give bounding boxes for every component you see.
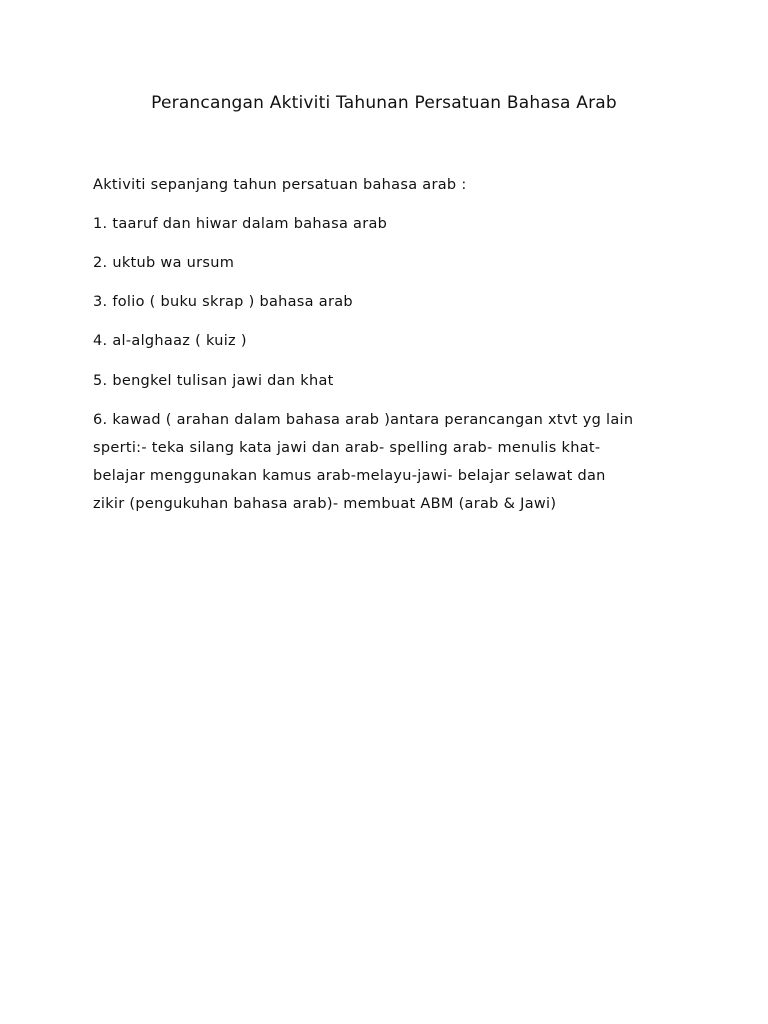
- intro-text: Aktiviti sepanjang tahun persatuan bahasa arab :: [93, 177, 467, 193]
- list-item-2: 2. uktub wa ursum: [93, 255, 235, 271]
- list-item-3: 3. folio ( buku skrap ) bahasa arab: [93, 294, 353, 310]
- list-item-6: [93, 407, 693, 519]
- list-item-6-line-1: 6. kawad ( arahan dalam bahasa arab )antara perancangan xtvt yg lain: [93, 412, 634, 428]
- list-item-4: 4. al-alghaaz ( kuiz ): [93, 333, 247, 349]
- list-item-1: 1. taaruf dan hiwar dalam bahasa arab: [93, 216, 388, 232]
- list-item-6-line-3: belajar menggunakan kamus arab-melayu-jawi- belajar selawat dan: [93, 468, 606, 484]
- document-title: Perancangan Aktiviti Tahunan Persatuan Bahasa Arab: [151, 93, 617, 113]
- list-item-5: 5. bengkel tulisan jawi dan khat: [93, 373, 334, 389]
- list-item-6-line-2: sperti:- teka silang kata jawi dan arab- spelling arab- menulis khat-: [93, 440, 601, 456]
- list-item-6-line-4: zikir (pengukuhan bahasa arab)- membuat ABM (arab & Jawi): [93, 496, 557, 512]
